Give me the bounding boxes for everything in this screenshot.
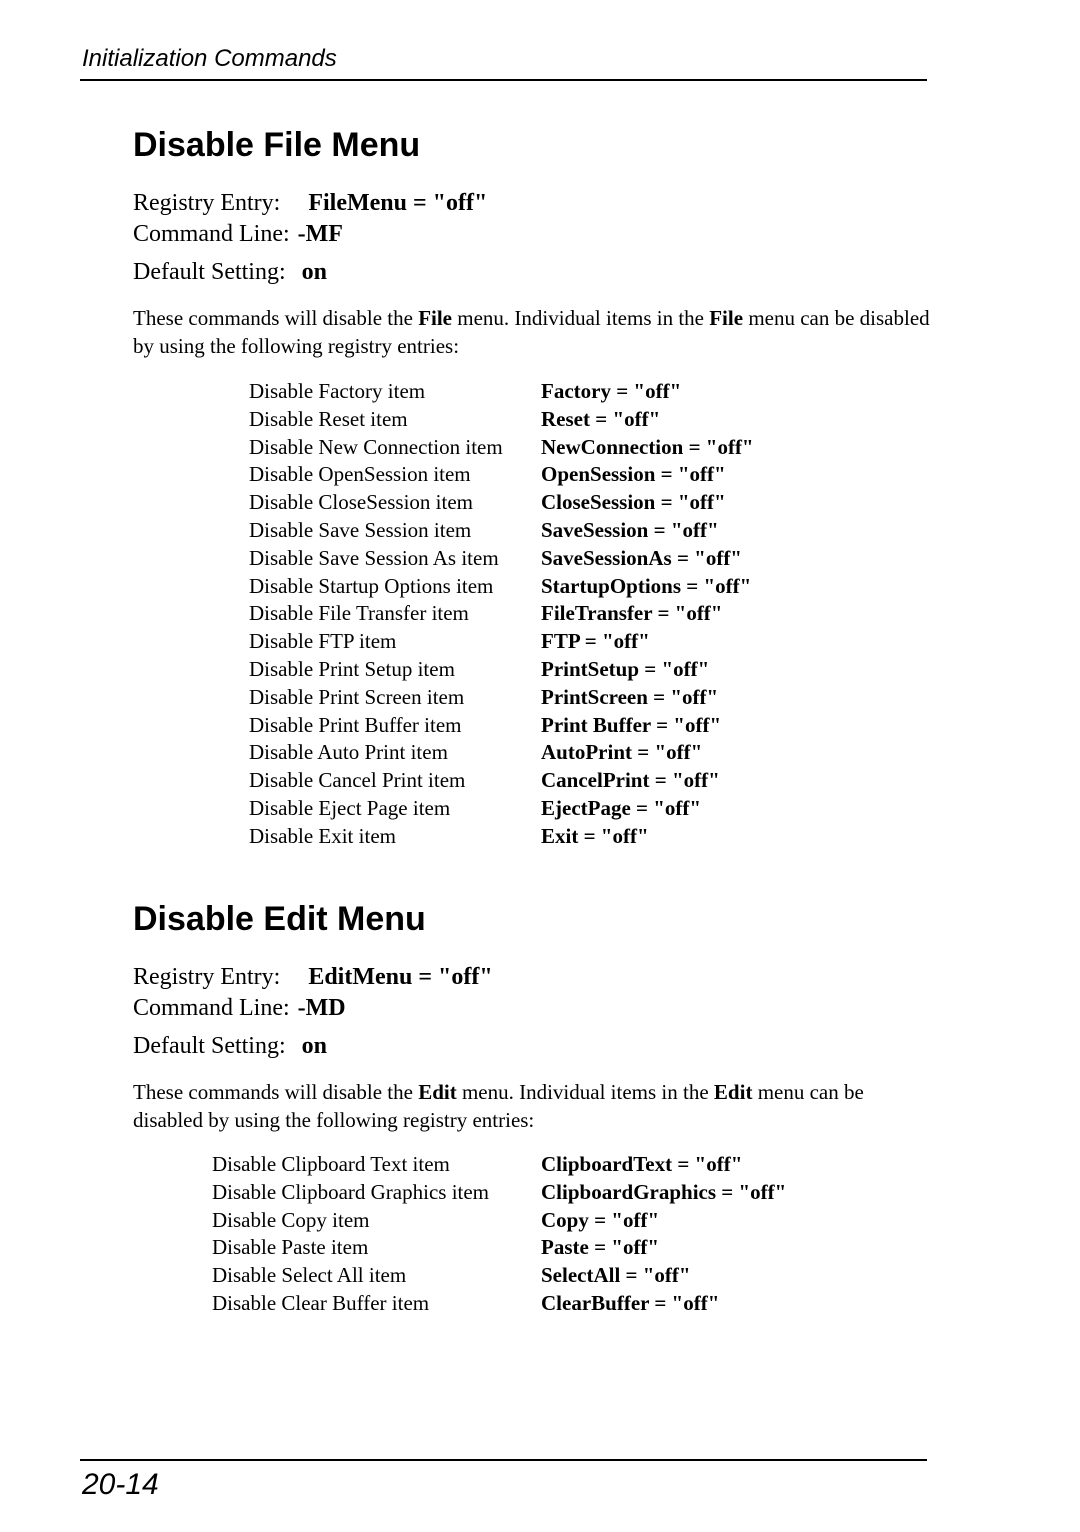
registry-value: EjectPage = "off" xyxy=(541,796,702,820)
section-title: Disable File Menu xyxy=(133,126,421,164)
registry-value: AutoPrint = "off" xyxy=(541,740,703,765)
item-description: Disable Reset item xyxy=(249,406,408,431)
item-description: Disable Save Session item xyxy=(249,518,472,542)
default-setting: Default Setting: on xyxy=(133,259,327,285)
registry-value: PrintSetup = "off" xyxy=(541,657,710,681)
registry-value: CloseSession = "off" xyxy=(541,490,726,515)
registry-value: PrintScreen = "off" xyxy=(541,684,719,709)
item-description: Disable Select All item xyxy=(212,1263,407,1288)
item-description: Disable FTP item xyxy=(249,629,397,654)
section-description: These commands will disable the Edit menu. Individual items in the Edit menu can be disabled by using the following registry entries: xyxy=(133,1080,864,1132)
default-setting: Default Setting: on xyxy=(133,1033,327,1059)
item-description: Disable CloseSession item xyxy=(249,490,473,515)
command-line: Command Line: -MF xyxy=(133,221,343,247)
item-description: Disable Clear Buffer item xyxy=(212,1291,430,1315)
registry-value: Paste = "off" xyxy=(541,1235,660,1260)
item-description: Disable Exit item xyxy=(249,823,396,848)
item-description: Disable Startup Options item xyxy=(249,573,494,598)
registry-value: StartupOptions = "off" xyxy=(541,573,752,598)
command-line: Command Line: -MD xyxy=(133,995,346,1021)
section-title: Disable Edit Menu xyxy=(133,900,426,938)
item-description: Disable New Connection item xyxy=(249,434,503,459)
registry-value: Print Buffer = "off" xyxy=(541,712,722,737)
registry-value: OpenSession = "off" xyxy=(541,462,726,487)
registry-value: ClipboardGraphics = "off" xyxy=(541,1179,787,1204)
registry-value: ClearBuffer = "off" xyxy=(541,1291,720,1315)
registry-value: SaveSession = "off" xyxy=(541,518,719,542)
item-description: Disable Copy item xyxy=(212,1207,370,1232)
item-description: Disable Cancel Print item xyxy=(249,768,466,793)
registry-entry: Registry Entry: FileMenu = "off" xyxy=(133,190,488,216)
header-rule xyxy=(80,79,927,81)
registry-value: Copy = "off" xyxy=(541,1207,660,1232)
item-description: Disable Clipboard Graphics item xyxy=(212,1179,490,1204)
page-number: 20-14 xyxy=(82,1468,159,1501)
item-description: Disable Factory item xyxy=(249,379,426,403)
item-description: Disable OpenSession item xyxy=(249,462,471,487)
section-description: These commands will disable the File menu. Individual items in the File menu can be disabled by using the following registry entries: xyxy=(133,306,930,358)
item-description: Disable Save Session As item xyxy=(249,545,499,570)
item-description: Disable Print Screen item xyxy=(249,684,465,709)
item-description: Disable Paste item xyxy=(212,1235,369,1260)
registry-value: CancelPrint = "off" xyxy=(541,768,720,793)
item-description: Disable Auto Print item xyxy=(249,740,448,765)
item-description: Disable Print Buffer item xyxy=(249,712,462,737)
item-description: Disable Eject Page item xyxy=(249,796,451,820)
registry-value: Exit = "off" xyxy=(541,823,649,848)
registry-value: Reset = "off" xyxy=(541,406,661,431)
item-description: Disable File Transfer item xyxy=(249,601,469,626)
item-description: Disable Clipboard Text item xyxy=(212,1152,450,1176)
registry-entry: Registry Entry: EditMenu = "off" xyxy=(133,964,493,990)
registry-value: NewConnection = "off" xyxy=(541,434,754,459)
running-header: Initialization Commands xyxy=(82,45,337,72)
item-description: Disable Print Setup item xyxy=(249,657,455,681)
registry-value: FileTransfer = "off" xyxy=(541,601,723,626)
registry-value: SaveSessionAs = "off" xyxy=(541,545,742,570)
registry-value: Factory = "off" xyxy=(541,379,682,403)
registry-value: FTP = "off" xyxy=(541,629,650,654)
footer-rule xyxy=(80,1459,927,1461)
registry-value: SelectAll = "off" xyxy=(541,1263,691,1288)
registry-value: ClipboardText = "off" xyxy=(541,1152,743,1176)
